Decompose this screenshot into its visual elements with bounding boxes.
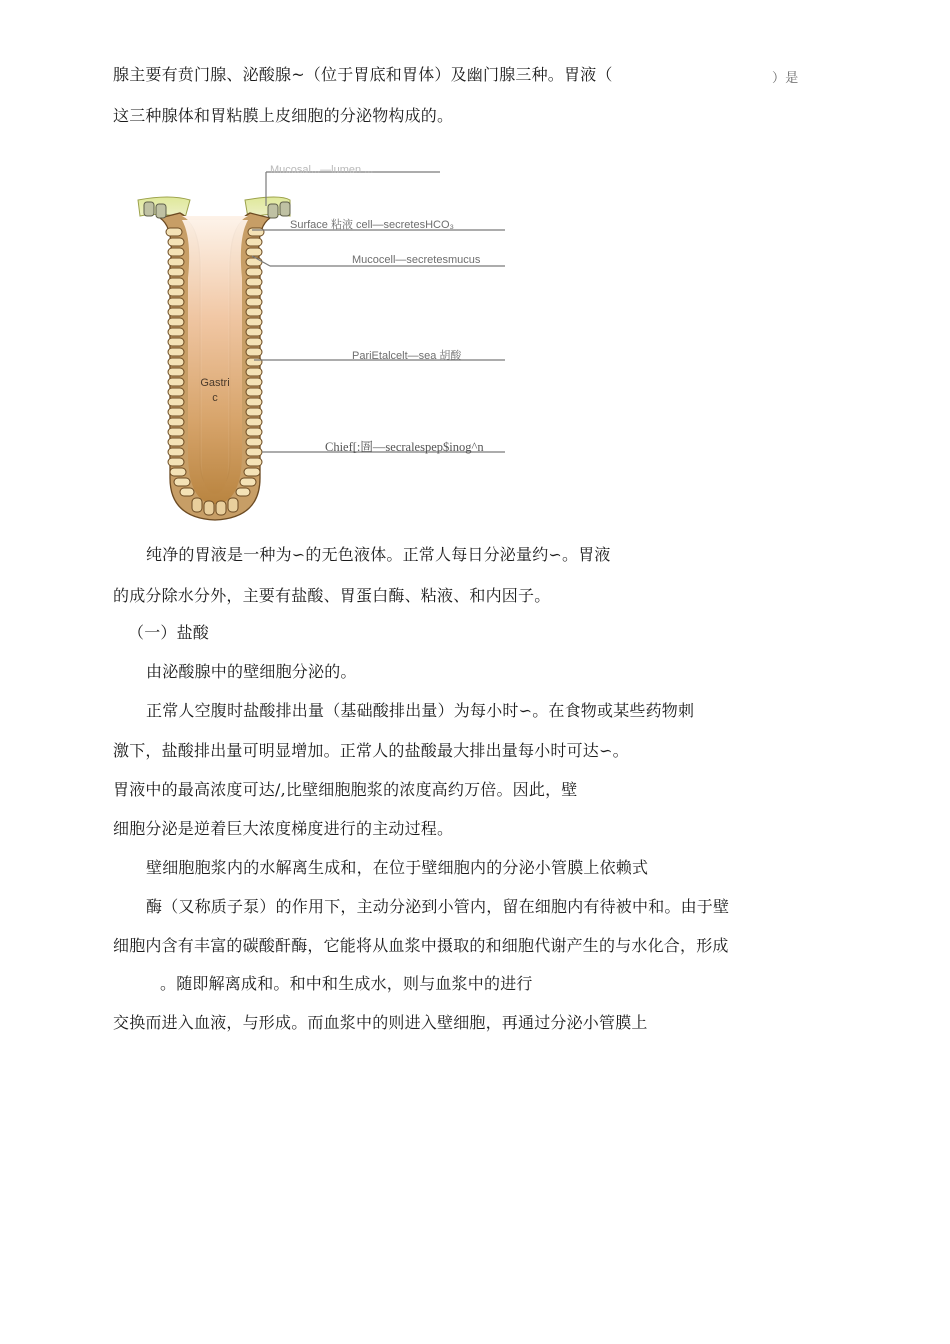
gastric-label-line1: Gastri <box>200 377 230 389</box>
body-line-4: 由泌酸腺中的壁细胞分泌的。 <box>146 662 357 681</box>
body-line-1: 纯净的胃液是一种为∽的无色液体。正常人每日分泌量约∽。胃液 <box>146 545 611 564</box>
body-line-13: 交换而进入血液，与形成。而血浆中的则进入壁细胞，再通过分泌小管膜上 <box>113 1013 648 1032</box>
gastric-gland-diagram <box>130 158 510 530</box>
callout-chief-cell: Chief[:圄—secralespep$inog^n <box>325 440 484 454</box>
body-line-10: 酶（又称质子泵）的作用下，主动分泌到小管内，留在细胞内有待被中和。由于壁 <box>146 897 730 916</box>
section-heading-hcl: （一）盐酸 <box>128 623 210 642</box>
callout-mucosal: Mucosal...—lumen ... <box>270 164 374 176</box>
body-line-8: 细胞分泌是逆着巨大浓度梯度进行的主动过程。 <box>113 819 454 838</box>
body-line-12: 。随即解离成和。和中和生成水，则与血浆中的进行 <box>160 974 533 993</box>
text-line-1 <box>113 64 613 86</box>
callout-mucous-cell: Mucocell—secretesmucus <box>352 254 481 266</box>
body-line-9: 壁细胞胞浆内的水解离生成和，在位于壁细胞内的分泌小管膜上依赖式 <box>146 858 649 877</box>
gastric-gland-figure <box>130 158 510 530</box>
callout-parietal-cell: PariEtalcelt—sea 胡酸 <box>352 350 462 362</box>
body-line-5: 正常人空腹时盐酸排出量（基础酸排出量）为每小时∽。在食物或某些药物刺 <box>146 701 695 720</box>
body-line-2: 的成分除水分外，主要有盐酸、胃蛋白酶、粘液、和内因子。 <box>113 586 551 605</box>
body-line-7: 胃液中的最高浓度可达/,比壁细胞胞浆的浓度高约万倍。因此，壁 <box>113 780 578 799</box>
text-line-1-main: 腺主要有贲门腺、泌酸腺~（位于胃底和胃体）及幽门腺三种。胃液（ <box>113 65 613 84</box>
body-line-11: 细胞内含有丰富的碳酸酐酶，它能将从血浆中摄取的和细胞代谢产生的与水化合，形成 <box>113 936 729 955</box>
gastric-label <box>195 376 235 406</box>
text-line-1-tail: ）是 <box>772 71 799 86</box>
text-line-2: 这三种腺体和胃粘膜上皮细胞的分泌物构成的。 <box>113 106 454 125</box>
gastric-label-line2: c <box>212 392 218 404</box>
body-line-6: 激下，盐酸排出量可明显增加。正常人的盐酸最大排出量每小时可达∽。 <box>113 741 629 760</box>
callout-surface-cell: Surface 粘液 cell—secretesHCO₃ <box>290 219 455 231</box>
